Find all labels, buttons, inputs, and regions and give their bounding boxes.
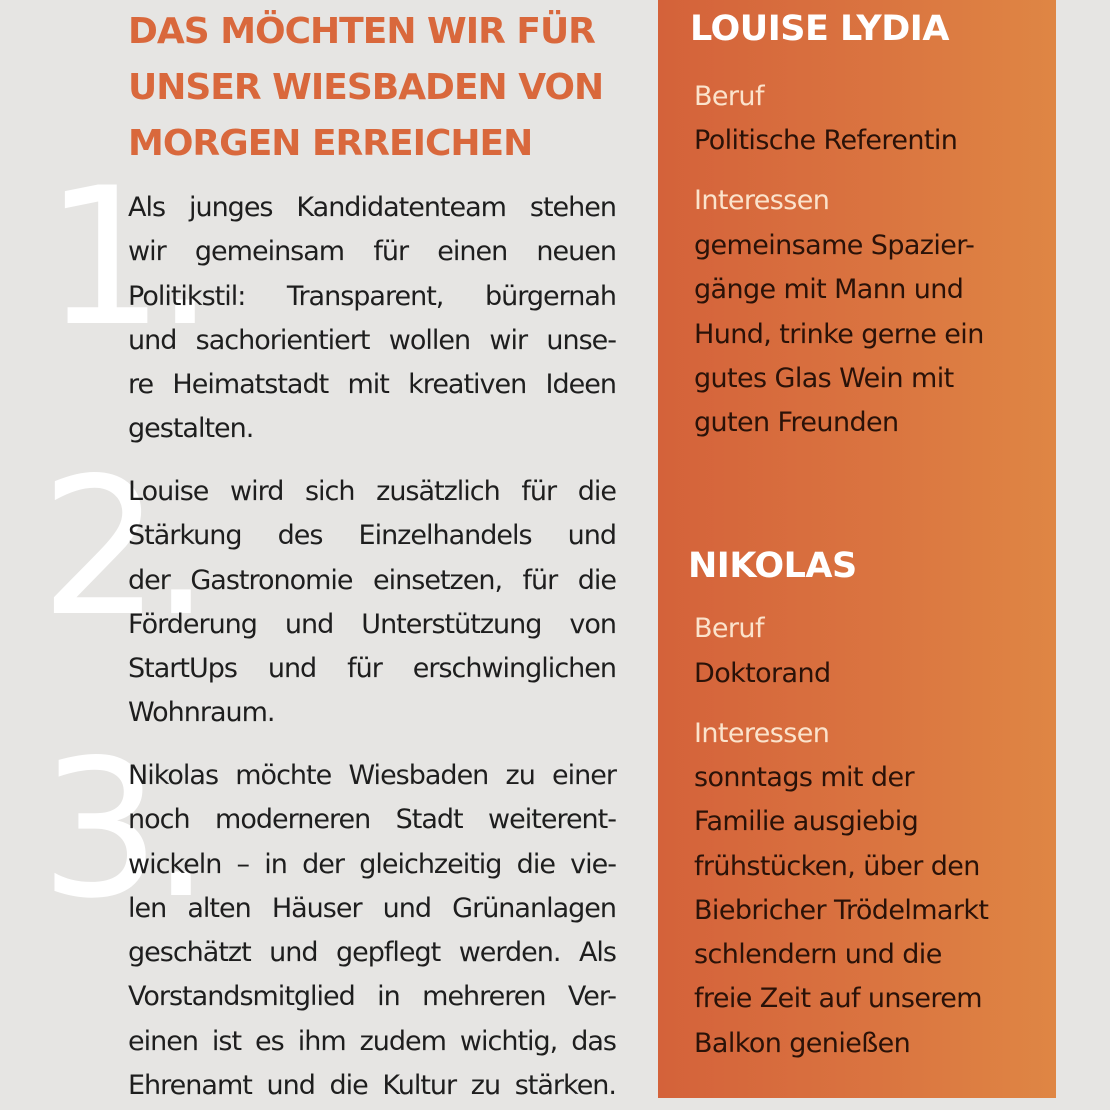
- goal-number-2: 2.: [40, 437, 202, 658]
- goals-heading-line: MORGEN ERREICHEN: [128, 123, 533, 164]
- interessen-line: gänge mit Mann und: [694, 274, 964, 306]
- interessen-line: Biebricher Trödelmarkt: [694, 894, 989, 926]
- goal-line: wickeln – in der gleichzeitig die vie-: [128, 848, 616, 880]
- goal-line: Stärkung des Einzelhandels und: [128, 520, 616, 552]
- interessen-line: Hund, trinke gerne ein: [694, 318, 984, 350]
- profile-beruf-value: Politische Referentin: [694, 125, 958, 156]
- goal-line: Als junges Kandidatenteam stehen: [128, 192, 616, 223]
- goal-line: und sachorientiert wollen wir unse-: [128, 324, 616, 356]
- profile-interessen-value: [694, 756, 988, 1066]
- goal-line: noch moderneren Stadt weiterent-: [128, 804, 616, 836]
- profiles-panel: [658, 0, 1056, 1098]
- goal-line: der Gastronomie einsetzen, für die: [128, 564, 616, 596]
- interessen-line: Familie ausgiebig: [694, 806, 919, 838]
- goal-line: gestalten.: [128, 413, 254, 445]
- profile-beruf-value: Doktorand: [694, 658, 831, 689]
- goals-heading-line: UNSER WIESBADEN VON: [128, 67, 604, 108]
- interessen-line: Balkon genießen: [694, 1027, 911, 1059]
- interessen-line: schlendern und die: [694, 939, 942, 971]
- goal-line: Förderung und Unterstützung von: [128, 608, 616, 640]
- interessen-line: guten Freunden: [694, 407, 899, 439]
- goal-line: Ehrenamt und die Kultur zu stärken.: [128, 1070, 616, 1102]
- interessen-line: freie Zeit auf unserem: [694, 983, 982, 1015]
- goal-line: Vorstandsmitglied in mehreren Ver-: [128, 981, 616, 1013]
- profile-interessen-label: Interessen: [694, 718, 830, 749]
- interessen-line: sonntags mit der: [694, 762, 914, 793]
- goal-line: len alten Häuser und Grünanlagen: [128, 892, 616, 924]
- goal-paragraph-1: [128, 186, 616, 452]
- interessen-line: gemeinsame Spazier-: [694, 230, 975, 261]
- profile-interessen-value: [694, 224, 984, 445]
- goal-line: Politikstil: Transparent, bürgernah: [128, 280, 616, 312]
- profile-beruf-label: Beruf: [694, 613, 764, 644]
- goal-number-3: 3.: [40, 719, 202, 940]
- goal-line: StartUps und für erschwinglichen: [128, 653, 616, 685]
- goal-paragraph-2: [128, 470, 616, 736]
- profile-name-nikolas: NIKOLAS: [688, 546, 857, 586]
- goal-line: re Heimatstadt mit kreativen Ideen: [128, 369, 616, 401]
- goal-number-1: 1.: [44, 147, 206, 368]
- goal-line: Nikolas möchte Wiesbaden zu einer: [128, 760, 616, 791]
- profile-interessen-label: Interessen: [694, 185, 830, 216]
- profile-name-louise: LOUISE LYDIA: [690, 9, 949, 49]
- goal-line: Louise wird sich zusätzlich für die: [128, 476, 616, 507]
- profile-beruf-label: Beruf: [694, 81, 764, 112]
- interessen-line: gutes Glas Wein mit: [694, 362, 954, 394]
- goal-line: einen ist es ihm zudem wichtig, das: [128, 1025, 616, 1057]
- interessen-line: frühstücken, über den: [694, 850, 980, 882]
- goal-line: wir gemeinsam für einen neuen: [128, 236, 616, 268]
- goal-line: geschätzt und gepflegt werden. Als: [128, 937, 616, 969]
- goals-heading-line: DAS MÖCHTEN WIR FÜR: [128, 11, 595, 52]
- goal-paragraph-3: [128, 754, 616, 1108]
- goal-line: Wohnraum.: [128, 697, 275, 729]
